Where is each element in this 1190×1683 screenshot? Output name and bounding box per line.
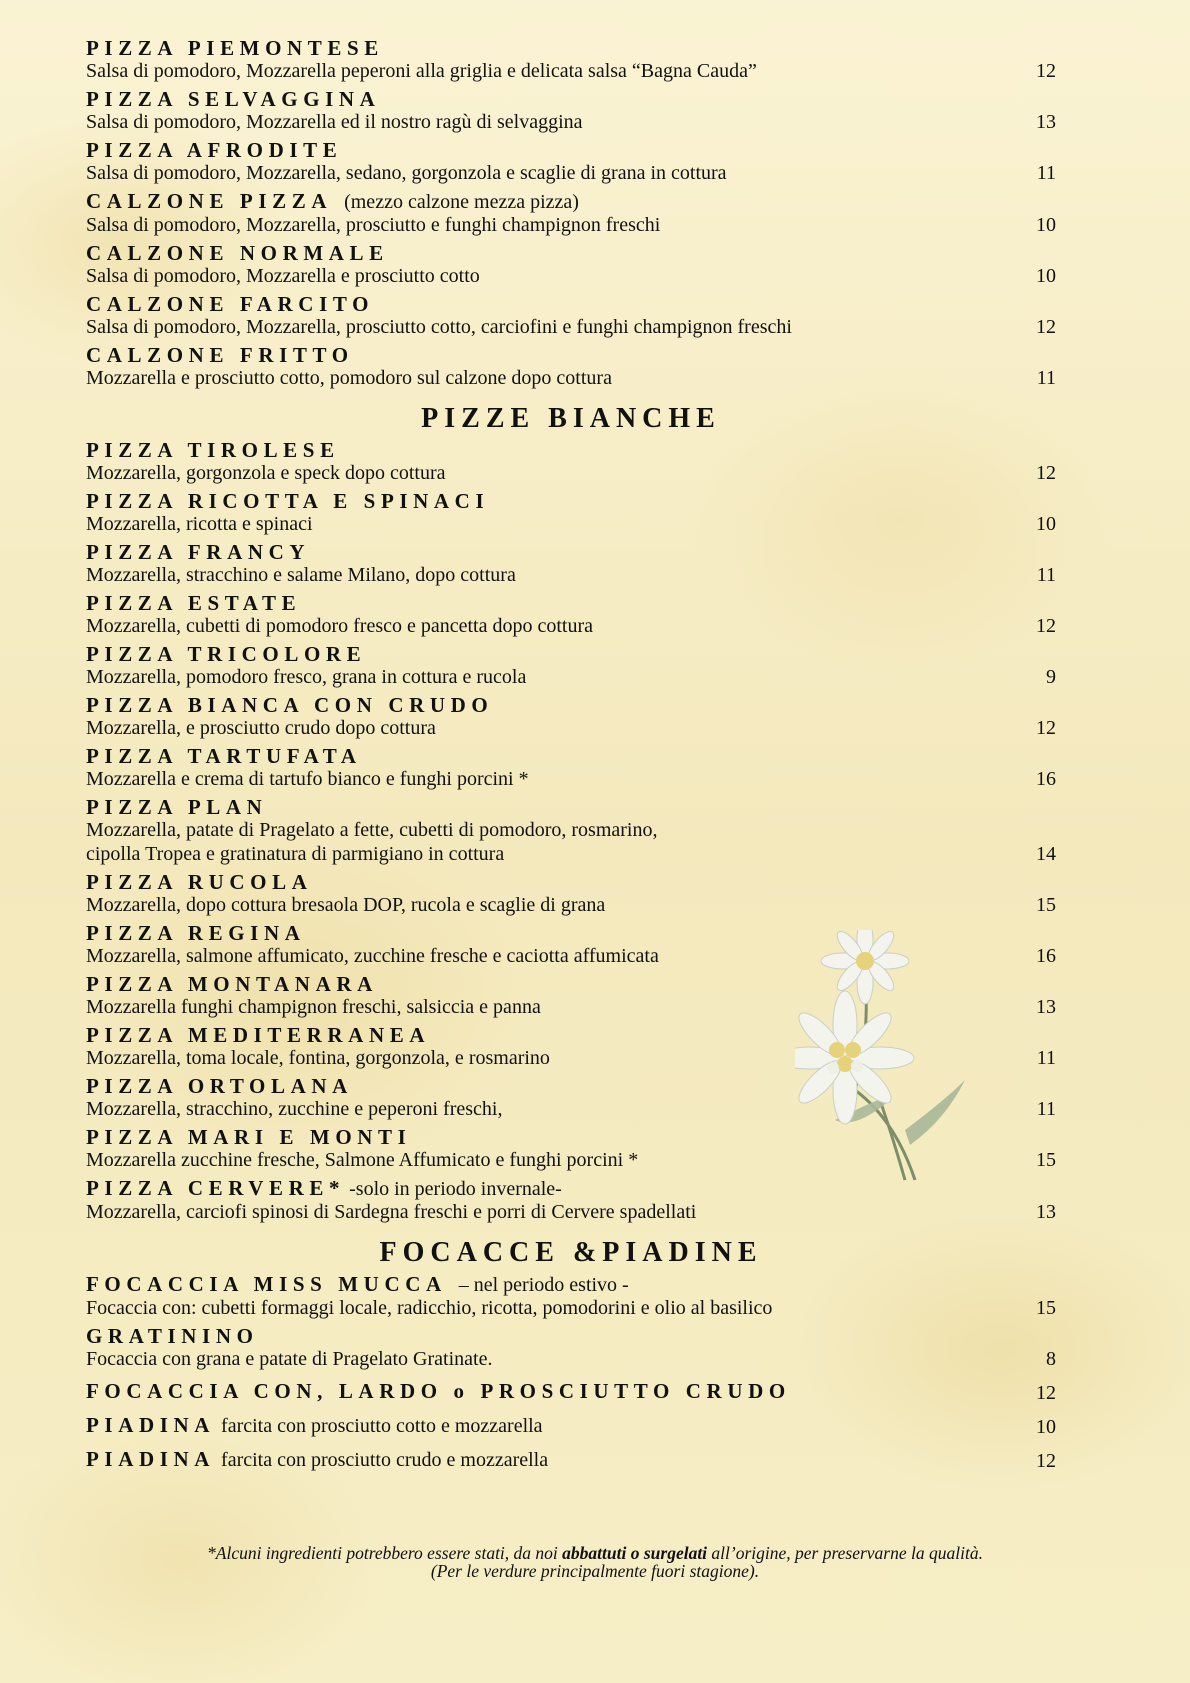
menu-item-inline [86,1381,1056,1405]
menu-item-inline [86,1449,1056,1473]
item-description: Salsa di pomodoro, Mozzarella e prosciutto cotto [86,265,480,287]
edelweiss-flower-icon [795,930,995,1190]
section-title-focacce-piadine: FOCACCE &PIADINE [379,1237,763,1268]
menu-item [86,491,1056,536]
item-name: PIZZA SELVAGGINA [86,87,381,111]
item-name: PIZZA PLAN [86,795,268,819]
menu-item [86,243,1056,288]
item-name-row [86,191,1056,213]
menu-item [86,38,1056,83]
item-description: Focaccia con grana e patate di Pragelato Gratinate. [86,1348,493,1370]
item-price: 12 [1036,717,1056,739]
footnote-line1 [0,1544,1190,1562]
item-name: PIZZA MEDITERRANEA [86,1023,431,1047]
item-price: 12 [1036,1450,1056,1472]
item-description: Mozzarella, gorgonzola e speck dopo cottura [86,462,446,484]
item-description: Mozzarella, cubetti di pomodoro fresco e pancetta dopo cottura [86,615,594,637]
footnote [0,1544,1190,1580]
menu-item-inline [86,1415,1056,1439]
menu-item [86,140,1056,185]
item-name: PIZZA RUCOLA [86,870,313,894]
item-name: PIZZA AFRODITE [86,138,343,162]
item-price: 10 [1036,265,1056,287]
item-name: PIZZA RICOTTA E SPINACI [86,489,490,513]
item-price: 15 [1036,894,1056,916]
item-description: Mozzarella funghi champignon freschi, salsiccia e panna [86,996,541,1018]
item-price: 11 [1036,564,1056,586]
menu-item [86,695,1056,740]
item-price: 10 [1036,513,1056,535]
menu-item [86,644,1056,689]
footnote-line2: (Per le verdure principalmente fuori stagione). [430,1561,760,1581]
item-price: 12 [1036,60,1056,82]
item-description: Salsa di pomodoro, Mozzarella ed il nostro ragù di selvaggina [86,111,583,133]
item-name: PIZZA TIROLESE [86,438,340,462]
item-name: CALZONE NORMALE [86,241,389,265]
item-price: 16 [1036,945,1056,967]
item-price: 10 [1036,1416,1056,1438]
item-name: CALZONE FRITTO [86,343,354,367]
item-name: PIADINA [86,1447,216,1471]
item-price: 12 [1036,615,1056,637]
item-description: Mozzarella zucchine fresche, Salmone Affumicato e funghi porcini * [86,1149,639,1171]
menu-page [86,38,1056,1483]
menu-item [86,797,1056,866]
menu-item [86,872,1056,917]
item-price: 16 [1036,768,1056,790]
item-description: Salsa di pomodoro, Mozzarella peperoni alla griglia e delicata salsa “Bagna Cauda” [86,60,757,82]
item-description: Focaccia con: cubetti formaggi locale, radicchio, ricotta, pomodorini e olio al basilico [86,1297,773,1319]
menu-item [86,593,1056,638]
item-price: 15 [1036,1297,1056,1319]
item-price: 8 [1046,1348,1056,1370]
item-description: Mozzarella e prosciutto cotto, pomodoro sul calzone dopo cottura [86,367,612,389]
item-description: Mozzarella, ricotta e spinaci [86,513,313,535]
item-description: Mozzarella, stracchino, zucchine e peperoni freschi, [86,1098,503,1120]
item-description: Mozzarella, e prosciutto crudo dopo cottura [86,717,436,739]
menu-item [86,345,1056,390]
item-description: Mozzarella, salmone affumicato, zucchine fresche e caciotta affumicata [86,945,659,967]
item-description: Mozzarella, carciofi spinosi di Sardegna freschi e porri di Cervere spadellati [86,1201,697,1223]
item-name: PIZZA TRICOLORE [86,642,367,666]
item-price: 9 [1046,666,1056,688]
menu-item [86,89,1056,134]
menu-item [86,746,1056,791]
item-name: PIZZA FRANCY [86,540,311,564]
item-name: FOCACCIA CON, LARDO o PROSCIUTTO CRUDO [86,1379,791,1403]
item-price: 13 [1036,1201,1056,1223]
item-note: (mezzo calzone mezza pizza) [344,191,579,213]
item-name: CALZONE FARCITO [86,292,375,316]
item-description: farcita con prosciutto cotto e mozzarella [221,1415,543,1437]
item-name: PIZZA MONTANARA [86,972,378,996]
item-description: farcita con prosciutto crudo e mozzarella [221,1449,549,1471]
item-price: 11 [1036,1098,1056,1120]
item-price: 13 [1036,996,1056,1018]
item-price: 12 [1036,462,1056,484]
item-name: PIZZA ESTATE [86,591,302,615]
menu-item [86,440,1056,485]
item-name: PIZZA PIEMONTESE [86,36,384,60]
focacce-list [86,1274,1056,1473]
item-name: PIZZA MARI E MONTI [86,1125,412,1149]
item-description: Mozzarella e crema di tartufo bianco e funghi porcini * [86,768,529,790]
item-price: 12 [1036,1382,1056,1404]
item-description: Salsa di pomodoro, Mozzarella, prosciutto e funghi champignon freschi [86,214,661,236]
menu-item [86,191,1056,237]
footnote-text: *Alcuni ingredienti potrebbero essere stati, da noi [207,1543,563,1563]
item-price: 12 [1036,316,1056,338]
footnote-text-end: all’origine, per preservarne la qualità. [707,1543,983,1563]
item-name: PIZZA ORTOLANA [86,1074,353,1098]
item-name: PIZZA BIANCA CON CRUDO [86,693,494,717]
item-price: 11 [1036,367,1056,389]
item-name: CALZONE PIZZA [86,189,333,213]
item-note: -solo in periodo invernale- [349,1178,562,1200]
menu-item [86,294,1056,339]
item-description-line2: cipolla Tropea e gratinatura di parmigiano in cottura [86,843,505,865]
menu-item [86,1326,1056,1371]
item-price: 11 [1036,162,1056,184]
item-description: Mozzarella, toma locale, fontina, gorgonzola, e rosmarino [86,1047,550,1069]
item-name: PIADINA [86,1413,216,1437]
item-name: PIZZA CERVERE* [86,1176,346,1200]
item-description: Mozzarella, pomodoro fresco, grana in cottura e rucola [86,666,527,688]
item-price: 10 [1036,214,1056,236]
item-name: PIZZA TARTUFATA [86,744,362,768]
item-description: Mozzarella, dopo cottura bresaola DOP, rucola e scaglie di grana [86,894,606,916]
menu-item [86,1274,1056,1320]
item-price: 11 [1036,1047,1056,1069]
menu-item [86,542,1056,587]
item-price: 15 [1036,1149,1056,1171]
item-name-row [86,1274,1056,1296]
section-title-pizze-bianche: PIZZE BIANCHE [421,403,721,434]
item-description: Mozzarella, stracchino e salame Milano, dopo cottura [86,564,516,586]
pizze-rosse-list [86,38,1056,390]
item-name: GRATININO [86,1324,259,1348]
item-description: Salsa di pomodoro, Mozzarella, sedano, gorgonzola e scaglie di grana in cottura [86,162,727,184]
item-description: Mozzarella, patate di Pragelato a fette, cubetti di pomodoro, rosmarino, [86,819,658,841]
footnote-bold: abbattuti o surgelati [562,1543,708,1563]
item-price: 14 [1036,843,1056,865]
item-price: 13 [1036,111,1056,133]
item-note: – nel periodo estivo - [458,1274,629,1296]
item-name: FOCACCIA MISS MUCCA [86,1272,447,1296]
item-name: PIZZA REGINA [86,921,306,945]
item-description: Salsa di pomodoro, Mozzarella, prosciutto cotto, carciofini e funghi champignon freschi [86,316,792,338]
